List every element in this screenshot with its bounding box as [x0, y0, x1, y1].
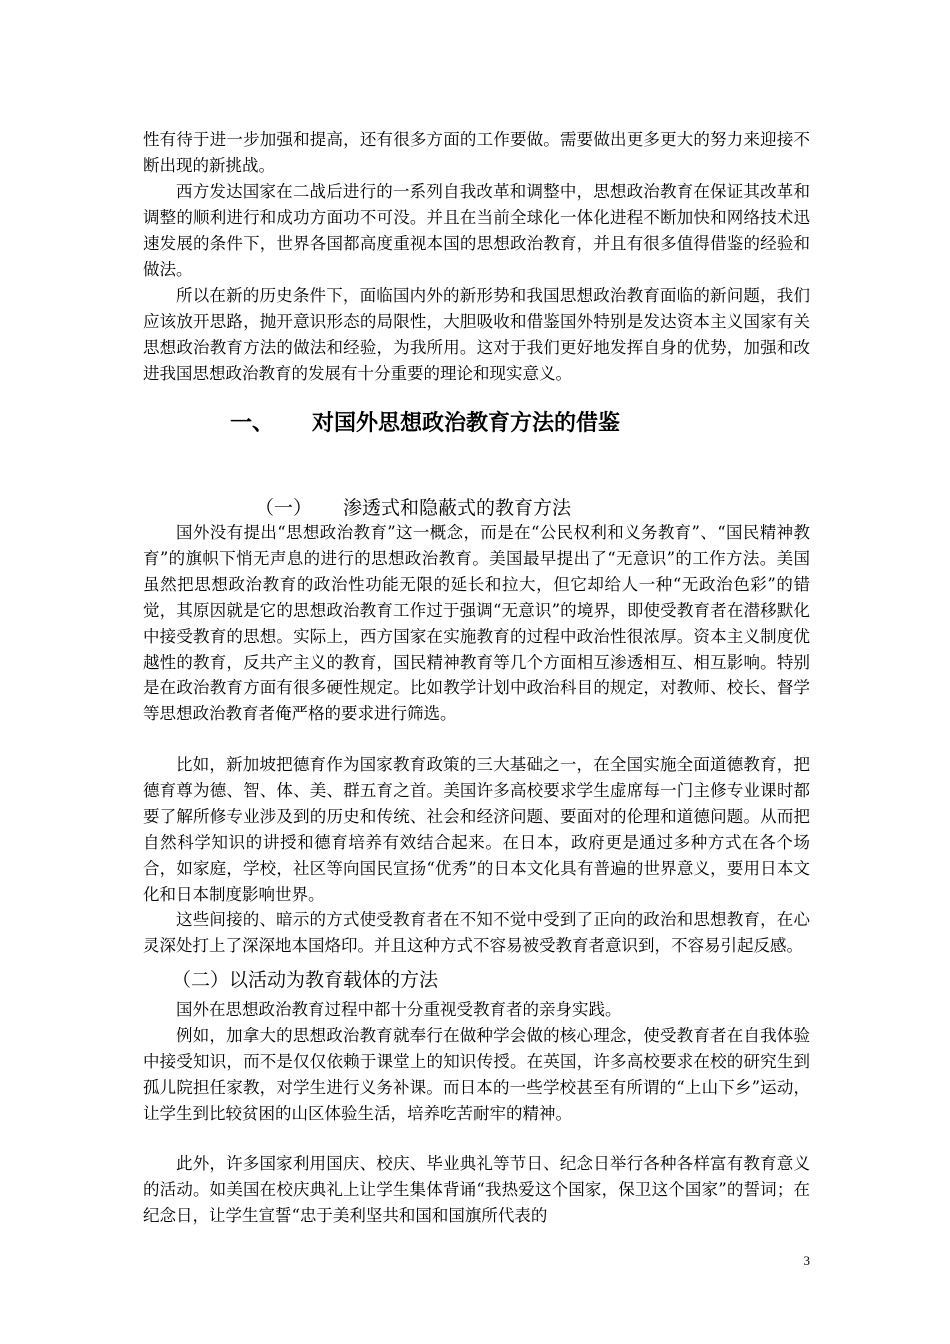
paragraph-continuation: 性有待于进一步加强和提高，还有很多方面的工作要做。需要做出更多更大的努力来迎接不断出现的新挑战。 — [143, 130, 810, 175]
paragraph-singapore-example: 比如，新加坡把德育作为国家教育政策的三大基础之一，在全国实施全面道德教育，把德育尊为德、智、体、美、群五育之首。美国许多高校要求学生虚席每一门主修专业课时都要了解所修专业涉及到的历史和传统、社会和经济问题、要面对的伦理和道德问题。从而把自然科学知识的讲授和德育培养有效结合起来。在日本，政府更是通过多种方式在各个场合，如家庭，学校，社区等向国民宣扬“优秀”的日本文化具有普遍的世界意义，要用日本文化和日本制度影响世界。 — [143, 755, 810, 904]
paragraph-practice: 国外在思想政治教育过程中都十分重视受教育者的亲身实践。 — [176, 1000, 622, 1019]
paragraph-unconscious-method: 国外没有提出“思想政治教育”这一概念，而是在“公民权利和义务教育”、“国民精神教育”的旗帜下悄无声息的进行的思想政治教育。美国最早提出了“无意识”的工作方法。美国虽然把思想政治教育的政治性功能无限的延长和拉大，但它却给人一种“无政治色彩”的错觉，其原因就是它的思想政治教育工作过于强调“无意识”的境界，即使受教育者在潜移默化中接受教育的思想。实际上，西方国家在实施教育的过程中政治性很浓厚。资本主义制度优越性的教育，反共产主义的教育，国民精神教育等几个方面相互渗透相互、相互影响。特别是在政治教育方面有很多硬性规定。比如教学计划中政治科目的规定，对教师、校长、督学等思想政治教育者俺严格的要求进行筛选。 — [143, 523, 810, 724]
section-heading-1-title: 对国外思想政治教育方法的借鉴 — [312, 411, 621, 436]
paragraph-canada-example: 例如，加拿大的思想政治教育就奉行在做种学会做的核心理念，使受教育者在自我体验中接受知识，而不是仅仅依赖于课堂上的知识传授。在英国，许多高校要求在校的研究生到孤儿院担任家教，对学生进行义务补课。而日本的一些学校甚至有所谓的“上山下乡”运动，让学生到比较贫困的山区体验生活，培养吃苦耐牢的精神。 — [143, 1026, 810, 1123]
paragraph-new-conditions: 所以在新的历史条件下，面临国内外的新形势和我国思想政治教育面临的新问题，我们应该放开思路，抛开意识形态的局限性，大胆吸收和借鉴国外特别是发达资本主义国家有关思想政治教育方法的做法和经验，为我所用。这对于我们更好地发挥自身的优势，加强和改进我国思想政治教育的发展有十分重要的理论和现实意义。 — [143, 286, 810, 383]
subsection-heading-1-number: （一） — [255, 497, 313, 519]
subsection-heading-1 — [255, 493, 755, 523]
section-heading-1-number: 一、 — [230, 411, 275, 436]
subsection-heading-2: （二）以活动为教育载体的方法 — [172, 969, 439, 991]
paragraph-western-countries: 西方发达国家在二战后进行的一系列自我改革和调整中，思想政治教育在保证其改革和调整的顺利进行和成功方面功不可没。并且在当前全球化一体化进程不断加快和网络技术迅速发展的条件下，世界各国都高度重视本国的思想政治教育，并且有很多值得借鉴的经验和做法。 — [143, 182, 810, 279]
subsection-heading-1-title: 渗透式和隐蔽式的教育方法 — [343, 497, 572, 519]
paragraph-national-holidays: 此外，许多国家利用国庆、校庆、毕业典礼等节日、纪念日举行各种各样富有教育意义的活动。如美国在校庆典礼上让学生集体背诵“我热爱这个国家，保卫这个国家”的誓词；在纪念日，让学生宣誓“忠于美利坚共和国和国旗所代表的 — [143, 1154, 810, 1225]
paragraph-indirect-methods: 这些间接的、暗示的方式使受教育者在不知不觉中受到了正向的政治和思想教育，在心灵深处打上了深深地本国烙印。并且这种方式不容易被受教育者意识到，不容易引起反感。 — [143, 910, 810, 955]
section-heading-1 — [230, 404, 790, 444]
page-number: 3 — [803, 1253, 810, 1268]
